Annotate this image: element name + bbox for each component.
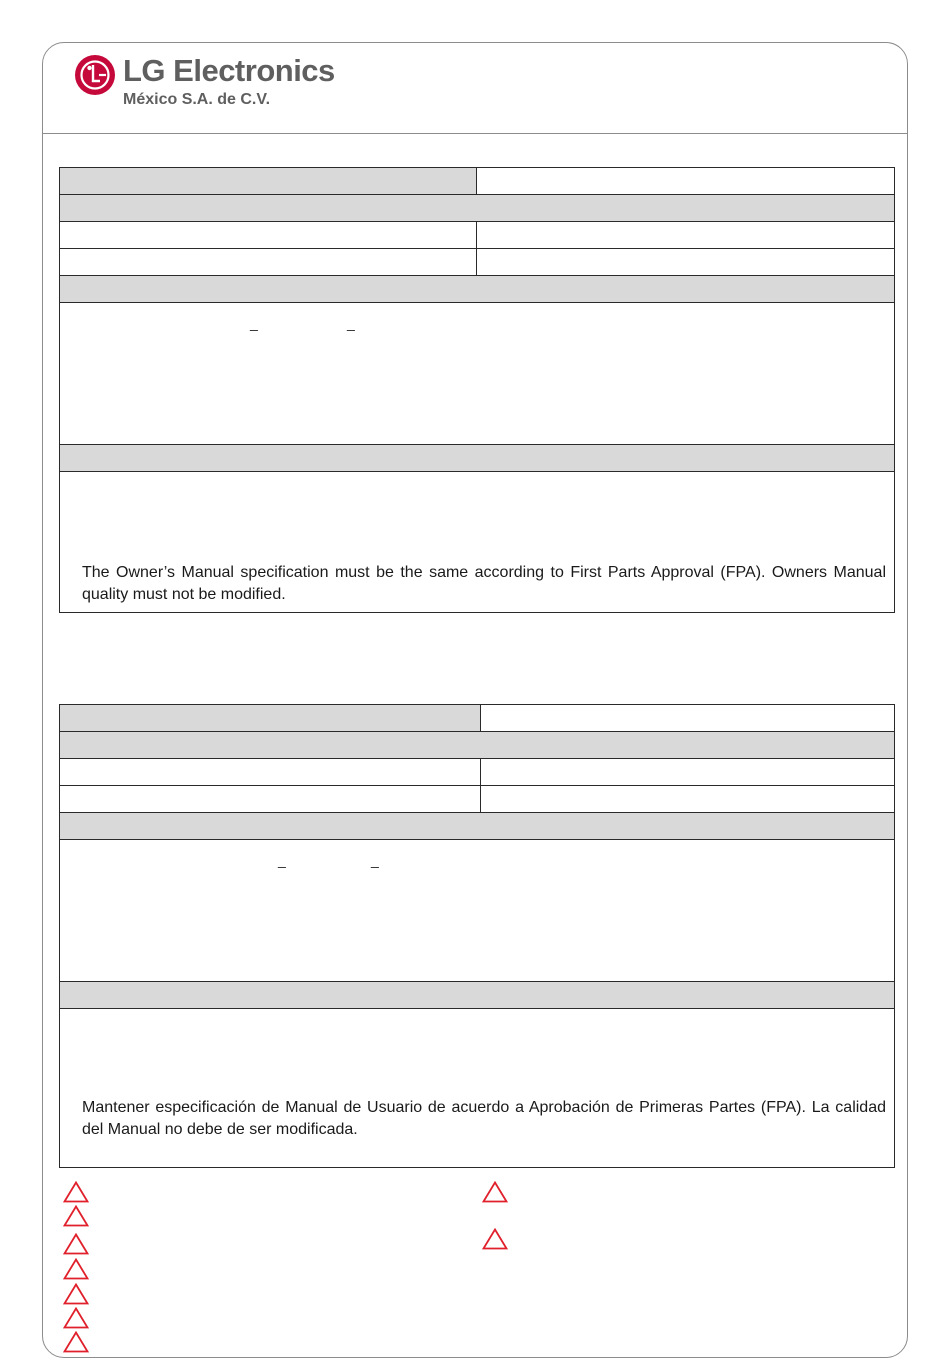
warning-triangle-icon [63, 1181, 89, 1203]
dash-mark: _ [250, 315, 258, 331]
section-header [60, 195, 895, 222]
warning-triangle-icon [63, 1307, 89, 1329]
note-area [60, 1009, 895, 1168]
note-area [60, 472, 895, 613]
fpa-note-spanish: Mantener especificación de Manual de Usuario de acuerdo a Aprobación de Primeras Partes (FPA). La calidad del Manual no debe de ser modificada. [82, 1099, 886, 1138]
spec-table-english [59, 167, 895, 613]
section-header [60, 276, 895, 303]
table-cell-label [60, 705, 481, 732]
warning-triangle-icon [482, 1228, 508, 1250]
description-area [60, 303, 895, 445]
fpa-note-english: The Owner’s Manual specification must be the same according to First Parts Approval (FPA). Owners Manual quality must not be modified. [82, 564, 886, 603]
warning-triangle-icon [63, 1283, 89, 1305]
dash-mark: _ [347, 315, 355, 331]
section-header [60, 813, 895, 840]
table-cell [481, 759, 895, 786]
table-cell [60, 249, 477, 276]
section-header [60, 982, 895, 1009]
company-subsidiary: México S.A. de C.V. [123, 91, 271, 108]
table-cell [481, 786, 895, 813]
warning-triangle-icon [63, 1205, 89, 1227]
table-cell-value [481, 705, 895, 732]
table-cell [60, 786, 481, 813]
company-name: LG Electronics [123, 53, 335, 88]
warning-triangle-icon [482, 1181, 508, 1203]
table-cell [477, 249, 895, 276]
warning-triangle-icon [63, 1331, 89, 1353]
table-cell-label [60, 168, 477, 195]
dash-mark: _ [371, 852, 379, 868]
description-area [60, 840, 895, 982]
section-header [60, 732, 895, 759]
table-cell [60, 759, 481, 786]
warning-triangle-icon [63, 1233, 89, 1255]
warning-triangle-icon [63, 1258, 89, 1280]
table-cell [477, 222, 895, 249]
lg-logo-icon [75, 55, 115, 95]
section-header [60, 445, 895, 472]
table-cell [60, 222, 477, 249]
spec-table-spanish [59, 704, 895, 1168]
header-divider [42, 133, 908, 134]
table-cell-value [477, 168, 895, 195]
dash-mark: _ [278, 852, 286, 868]
